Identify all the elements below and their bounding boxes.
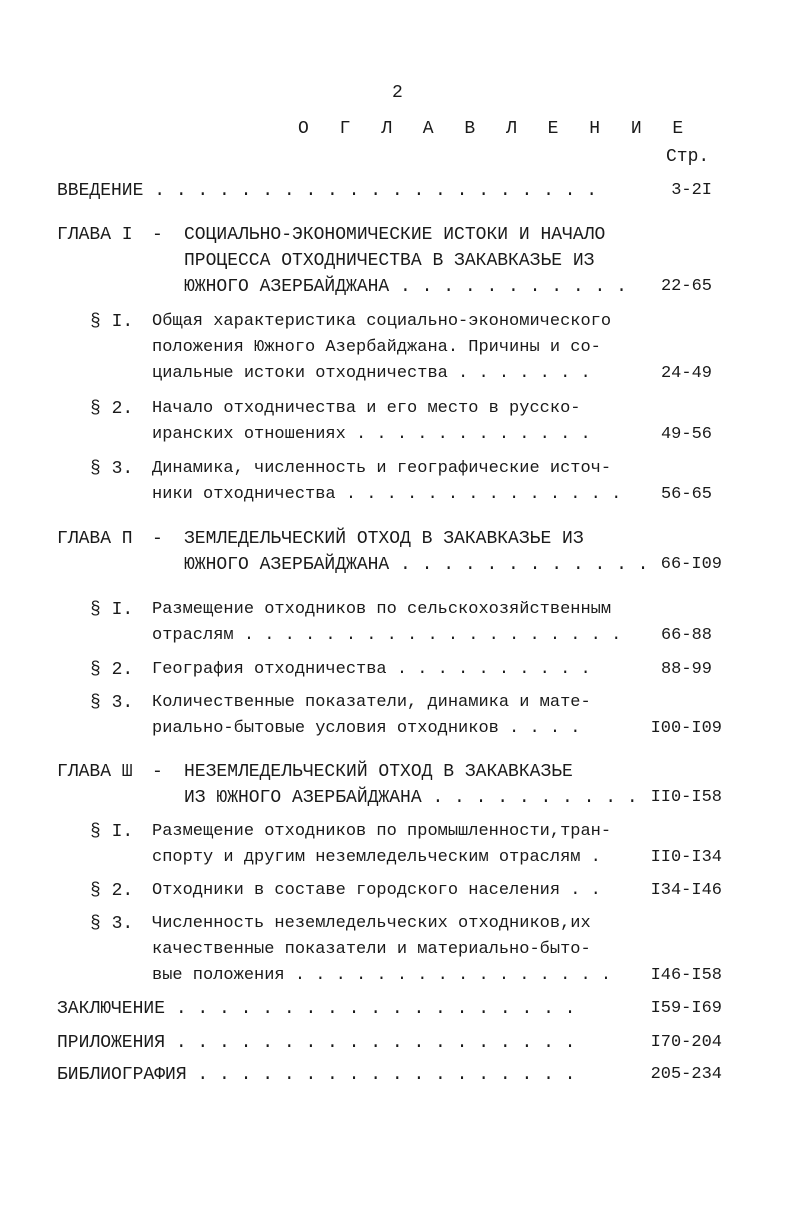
section-title-line: ники отходничества . . . . . . . . . . . . . .: [152, 485, 622, 504]
section-title-line: отраслям . . . . . . . . . . . . . . . . . . .: [152, 626, 622, 645]
chapter-title-line: НЕЗЕМЛЕДЕЛЬЧЕСКИЙ ОТХОД В ЗАКАВКАЗЬЕ: [184, 762, 573, 782]
chapter-title-line: СОЦИАЛЬНО-ЭКОНОМИЧЕСКИЕ ИСТОКИ И НАЧАЛО: [184, 225, 606, 245]
toc-entry-page: I46-I58: [650, 966, 722, 985]
toc-entry-page: 66-I09: [660, 555, 722, 574]
section-title-line: спорту и другим неземледельческим отраслям .: [152, 848, 601, 867]
page-number: 2: [392, 83, 403, 103]
section-title-line: качественные показатели и материально-быто-: [152, 940, 591, 959]
chapter-title-line: ЮЖНОГО АЗЕРБАЙДЖАНА . . . . . . . . . . . .: [184, 555, 649, 575]
section-title-line: Количественные показатели, динамика и мате-: [152, 693, 591, 712]
section-title-line: Численность неземледельческих отходников,их: [152, 914, 591, 933]
toc-entry-page: 49-56: [660, 425, 712, 444]
section-title-line: риально-бытовые условия отходников . . . .: [152, 719, 581, 738]
section-title-line: положения Южного Азербайджана. Причины и со-: [152, 338, 601, 357]
chapter-dash: -: [152, 762, 163, 782]
section-label: § 2.: [90, 881, 134, 901]
section-title-line: Размещение отходников по сельскохозяйственным: [152, 600, 612, 619]
chapter-dash: -: [152, 225, 163, 245]
chapter-title-line: ЗЕМЛЕДЕЛЬЧЕСКИЙ ОТХОД В ЗАКАВКАЗЬЕ ИЗ: [184, 529, 584, 549]
section-title-line: иранских отношениях . . . . . . . . . . . .: [152, 425, 591, 444]
toc-entry-page: 22-65: [660, 277, 712, 296]
section-label: § 3.: [90, 459, 134, 479]
toc-entry-bibliography: БИБЛИОГРАФИЯ . . . . . . . . . . . . . . . . . .: [57, 1065, 576, 1085]
toc-entry-page: I00-I09: [650, 719, 722, 738]
section-label: § I.: [90, 600, 134, 620]
toc-entry-page: I70-204: [650, 1033, 722, 1052]
page-column-label: Стр.: [666, 147, 710, 167]
toc-entry-page: 56-65: [660, 485, 712, 504]
section-label: § 3.: [90, 914, 134, 934]
toc-entry-page: I34-I46: [650, 881, 722, 900]
section-title-line: Отходники в составе городского населения . .: [152, 881, 601, 900]
toc-entry-page: 66-88: [660, 626, 712, 645]
toc-entry-introduction: ВВЕДЕНИЕ . . . . . . . . . . . . . . . . . . . . .: [57, 181, 598, 201]
chapter-label: ГЛАВА П: [57, 529, 133, 549]
toc-entry-page: 3-2I: [671, 181, 712, 200]
section-title-line: циальные истоки отходничества . . . . . . .: [152, 364, 591, 383]
chapter-title-line: ПРОЦЕССА ОТХОДНИЧЕСТВА В ЗАКАВКАЗЬЕ ИЗ: [184, 251, 595, 271]
section-label: § I.: [90, 312, 134, 332]
toc-entry-conclusion: ЗАКЛЮЧЕНИЕ . . . . . . . . . . . . . . . . . . .: [57, 999, 576, 1019]
section-title-line: Начало отходничества и его место в русско-: [152, 399, 581, 418]
chapter-label: ГЛАВА Ш: [57, 762, 133, 782]
chapter-title-line: ЮЖНОГО АЗЕРБАЙДЖАНА . . . . . . . . . . .: [184, 277, 627, 297]
toc-entry-page: II0-I58: [650, 788, 722, 807]
section-title-line: Динамика, численность и географические источ-: [152, 459, 612, 478]
toc-title: О Г Л А В Л Е Н И Е: [298, 119, 694, 139]
section-title-line: вые положения . . . . . . . . . . . . . . . .: [152, 966, 612, 985]
section-title-line: География отходничества . . . . . . . . . .: [152, 660, 591, 679]
toc-entry-page: I59-I69: [650, 999, 722, 1018]
section-title-line: Размещение отходников по промышленности,тран-: [152, 822, 612, 841]
chapter-label: ГЛАВА I: [57, 225, 133, 245]
section-label: § I.: [90, 822, 134, 842]
toc-entry-page: 24-49: [660, 364, 712, 383]
toc-entry-page: II0-I34: [650, 848, 722, 867]
section-label: § 3.: [90, 693, 134, 713]
chapter-title-line: ИЗ ЮЖНОГО АЗЕРБАЙДЖАНА . . . . . . . . . .: [184, 788, 638, 808]
section-title-line: Общая характеристика социально-экономического: [152, 312, 612, 331]
toc-entry-appendices: ПРИЛОЖЕНИЯ . . . . . . . . . . . . . . . . . . .: [57, 1033, 576, 1053]
toc-entry-page: 205-234: [650, 1065, 722, 1084]
section-label: § 2.: [90, 660, 134, 680]
chapter-dash: -: [152, 529, 163, 549]
section-label: § 2.: [90, 399, 134, 419]
toc-entry-page: 88-99: [660, 660, 712, 679]
